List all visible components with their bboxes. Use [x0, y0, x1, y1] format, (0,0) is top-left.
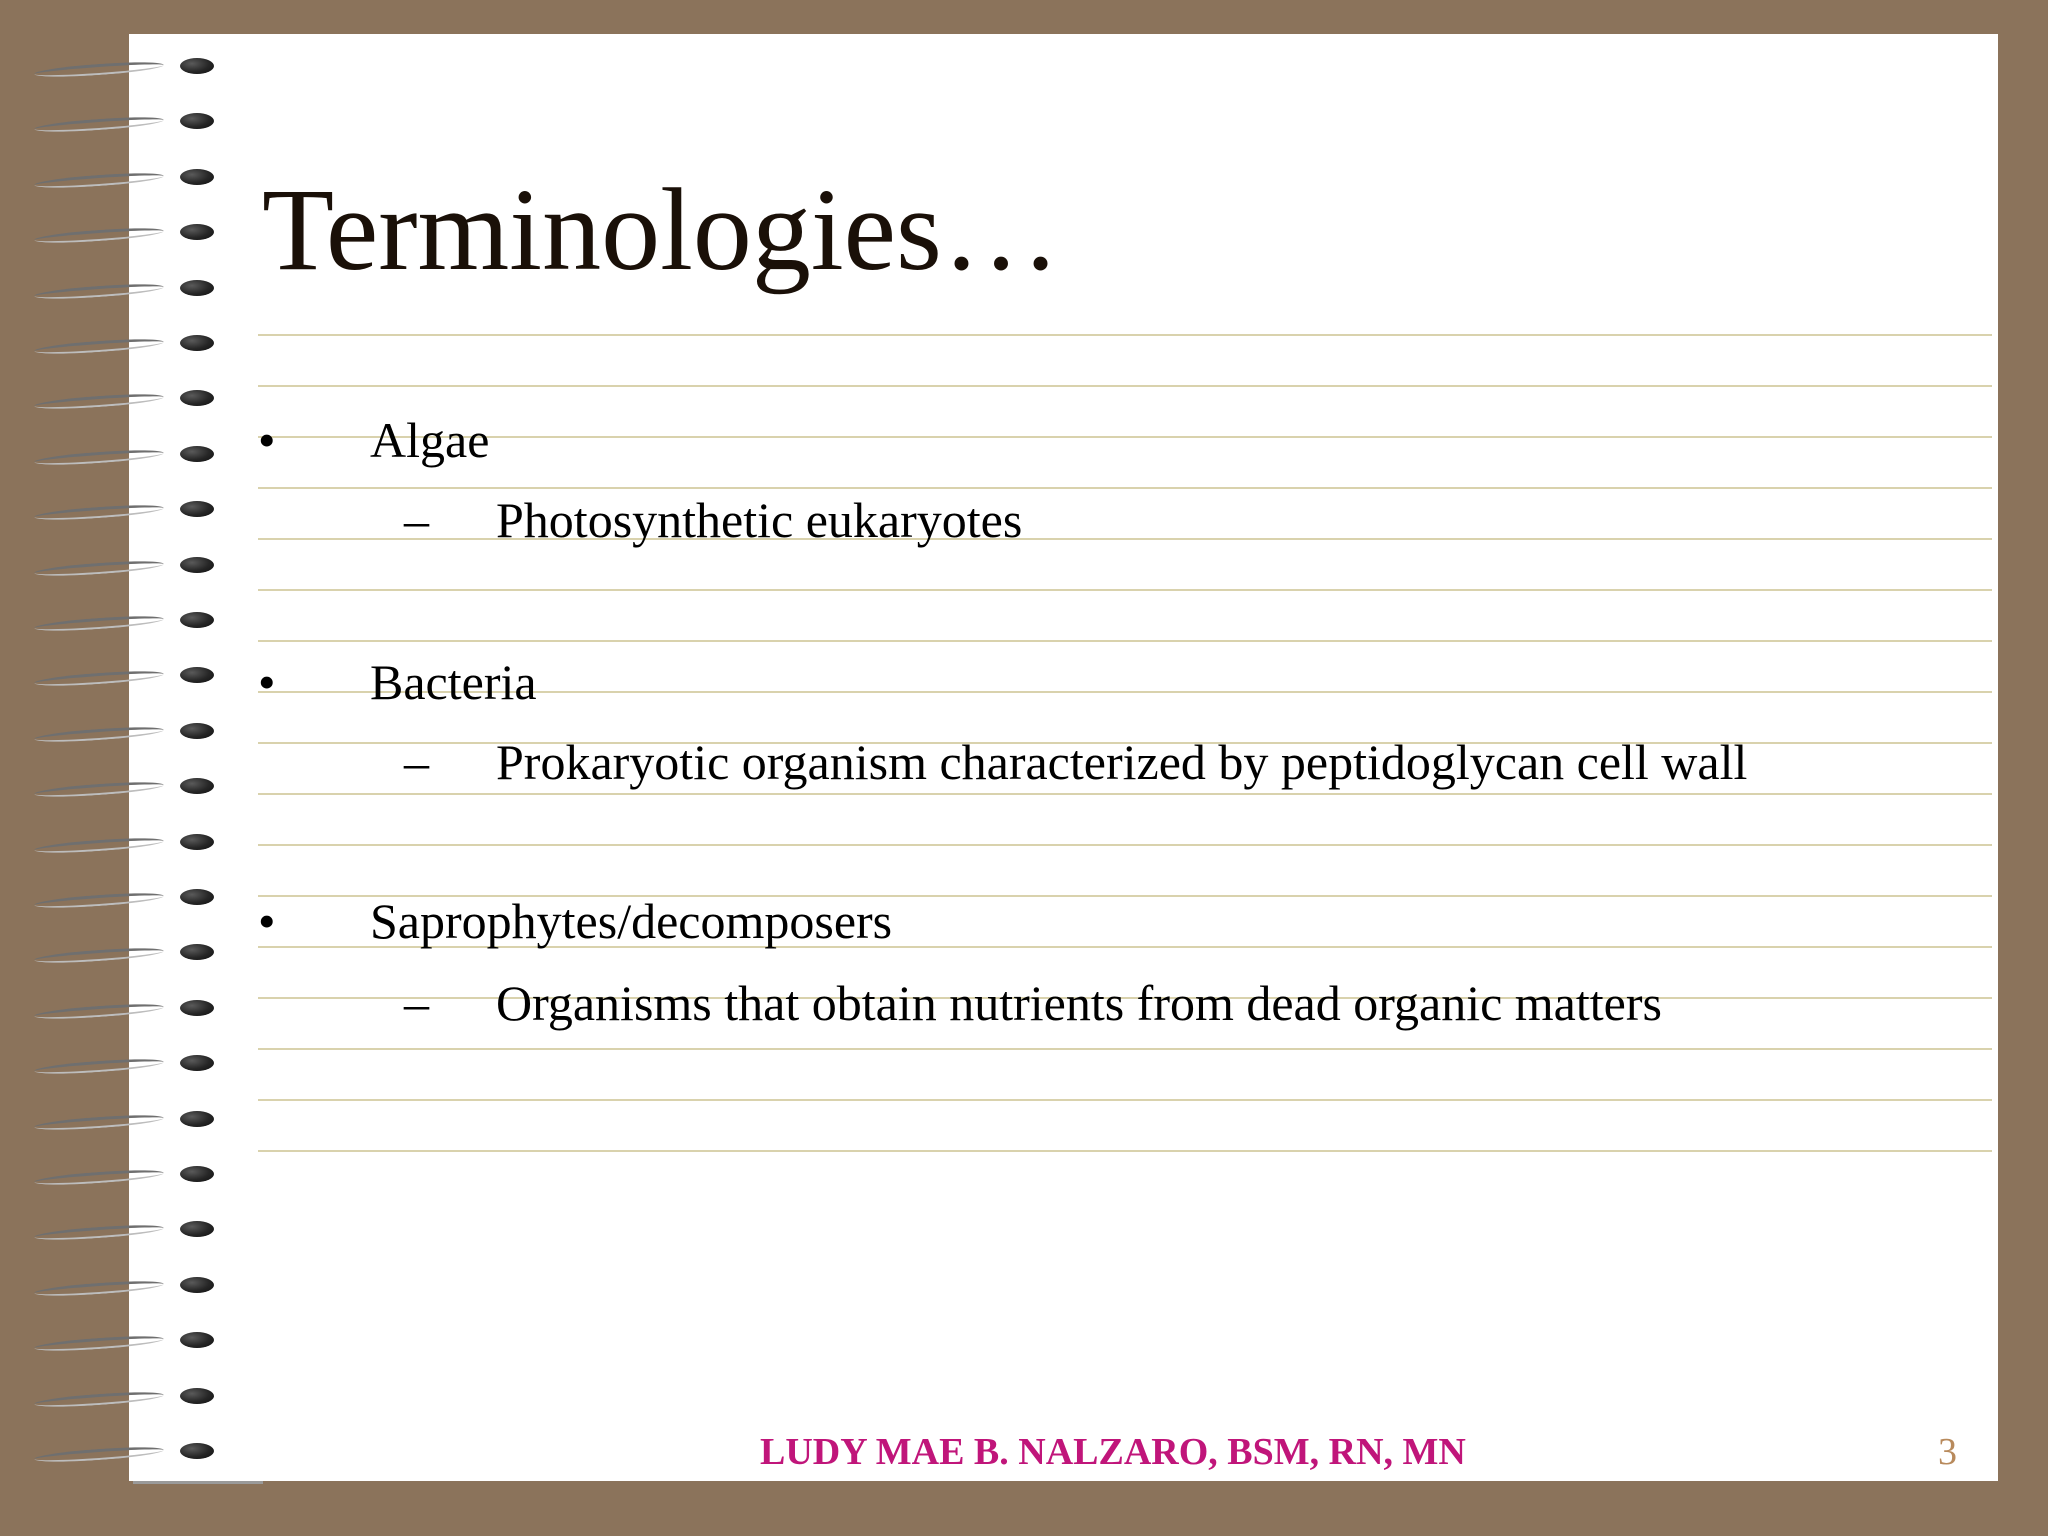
paper-shadow — [133, 1481, 263, 1484]
coil-hole — [180, 667, 214, 683]
coil-hole — [180, 889, 214, 905]
sub-bullet-marker: – — [404, 492, 429, 548]
coil-hole — [180, 113, 214, 129]
rule-line — [258, 640, 1992, 642]
rule-line — [258, 793, 1992, 795]
coil-hole — [180, 1055, 214, 1071]
rule-line — [258, 385, 1992, 387]
term-label: Saprophytes/decomposers — [370, 893, 893, 949]
page-number: 3 — [1938, 1431, 1957, 1473]
coil-hole — [180, 778, 214, 794]
coil-hole — [180, 335, 214, 351]
coil-hole — [180, 58, 214, 74]
coil-hole — [180, 1111, 214, 1127]
bullet-marker: • — [258, 893, 276, 949]
sub-bullet-marker: – — [404, 734, 429, 790]
coil-hole — [180, 612, 214, 628]
coil-hole — [180, 1221, 214, 1237]
rule-line — [258, 844, 1992, 846]
term-label: Algae — [370, 412, 490, 468]
rule-line — [258, 589, 1992, 591]
coil-hole — [180, 834, 214, 850]
coil-hole — [180, 390, 214, 406]
rule-line — [258, 334, 1992, 336]
coil-hole — [180, 1332, 214, 1348]
rule-line — [258, 1150, 1992, 1152]
coil-hole — [180, 1166, 214, 1182]
coil-hole — [180, 723, 214, 739]
coil-hole — [180, 446, 214, 462]
coil-hole — [180, 501, 214, 517]
coil-hole — [180, 557, 214, 573]
rule-line — [258, 487, 1992, 489]
definition-text: Prokaryotic organism characterized by peptidoglycan cell wall — [496, 734, 1748, 790]
bullet-marker: • — [258, 654, 276, 710]
bullet-marker: • — [258, 412, 276, 468]
coil-hole — [180, 944, 214, 960]
rule-line — [258, 1048, 1992, 1050]
coil-hole — [180, 224, 214, 240]
definition-text: Photosynthetic eukaryotes — [496, 492, 1023, 548]
rule-line — [258, 1099, 1992, 1101]
coil-hole — [180, 1277, 214, 1293]
coil-hole — [180, 280, 214, 296]
coil-hole — [180, 1443, 214, 1459]
sub-bullet-marker: – — [404, 975, 429, 1031]
coil-hole — [180, 1000, 214, 1016]
definition-text: Organisms that obtain nutrients from dead organic matters — [496, 975, 1662, 1031]
footer-author: LUDY MAE B. NALZARO, BSM, RN, MN — [760, 1431, 1466, 1473]
slide-title: Terminologies… — [262, 164, 1060, 295]
coil-hole — [180, 1388, 214, 1404]
coil-hole — [180, 169, 214, 185]
term-label: Bacteria — [370, 654, 537, 710]
rule-line — [258, 436, 1992, 438]
